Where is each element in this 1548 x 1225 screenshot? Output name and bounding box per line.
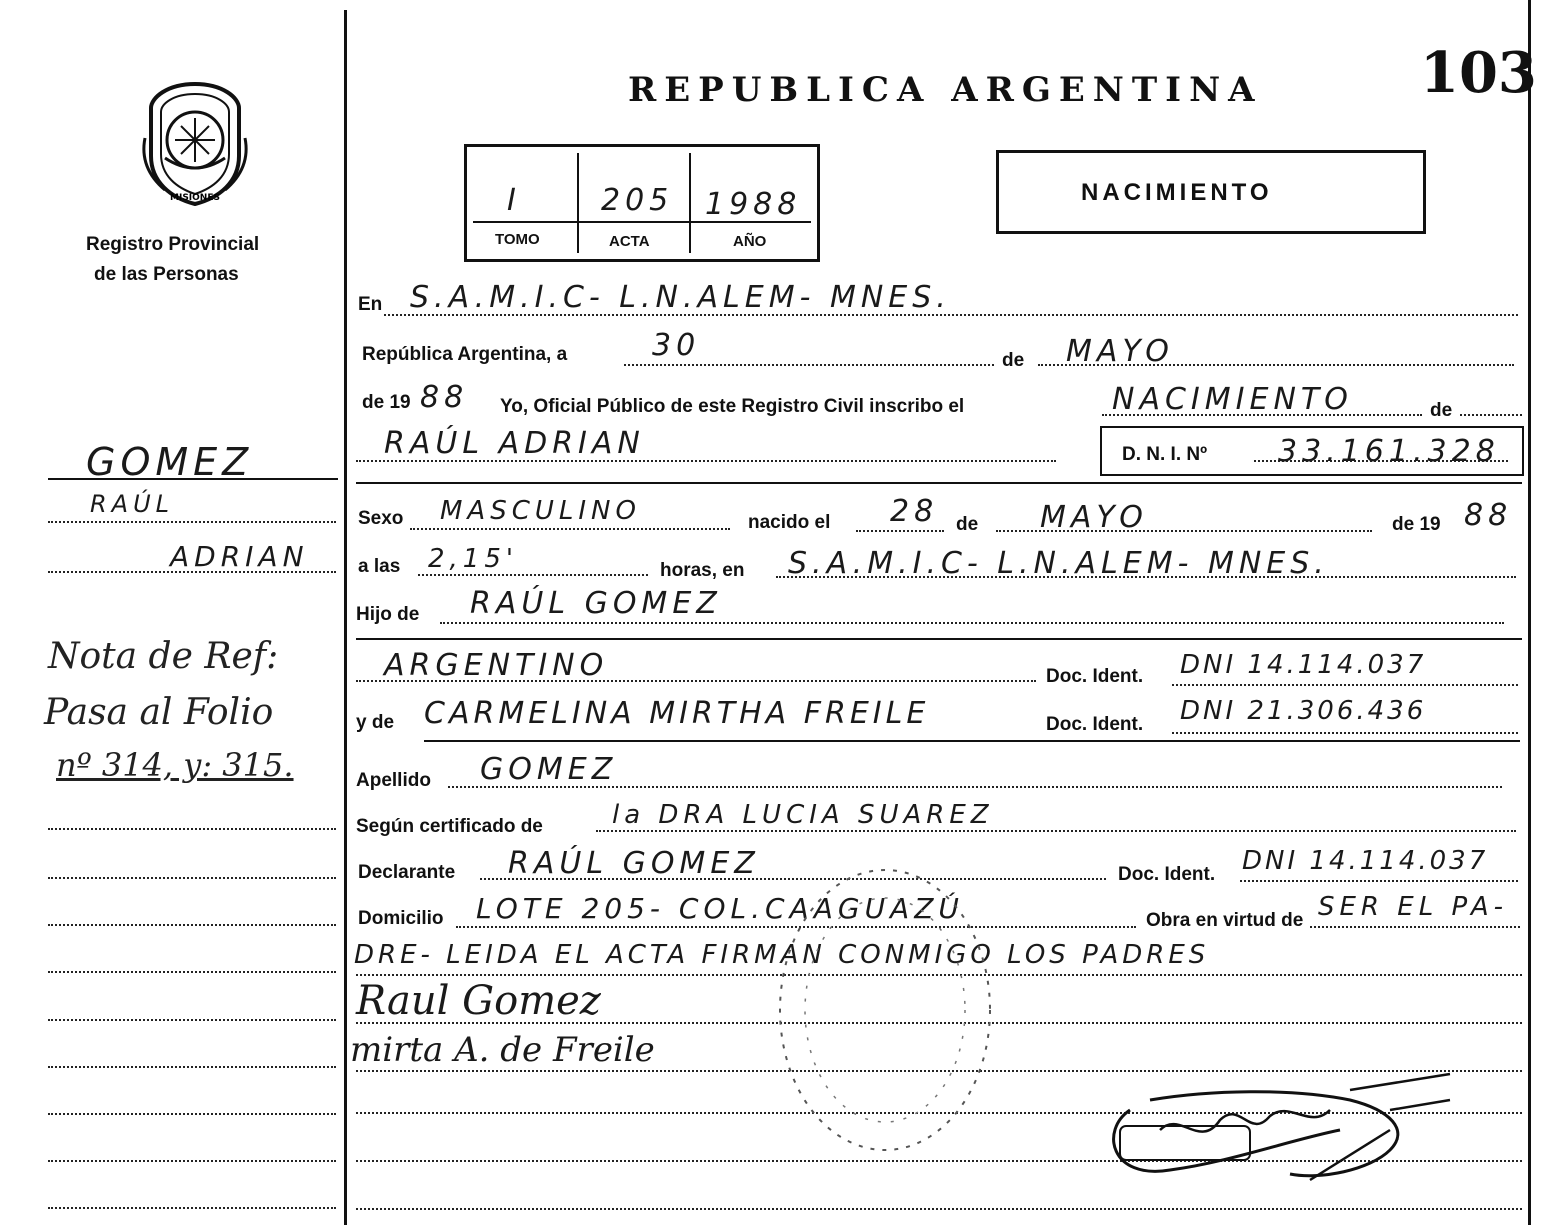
hijo-label: Hijo de — [356, 604, 420, 625]
right-border — [1528, 0, 1531, 1225]
country-title: REPUBLICA ARGENTINA — [628, 70, 1263, 110]
margin-surname: GOMEZ — [86, 440, 254, 484]
month-value: MAYO — [1066, 334, 1174, 369]
father-name: RAÚL GOMEZ — [470, 586, 722, 621]
yde-label: y de — [356, 712, 395, 733]
declarante-doc-label: Doc. Ident. — [1118, 864, 1216, 885]
nacido-label: nacido el — [748, 512, 831, 533]
left-column-divider — [344, 10, 347, 1225]
de-label2: de — [1430, 400, 1453, 421]
margin-name1: RAÚL — [90, 490, 175, 518]
svg-text:MISIONES: MISIONES — [170, 193, 220, 203]
acta-value: 205 — [601, 183, 674, 218]
tomo-label: TOMO — [495, 231, 540, 248]
mother-doc: DNI 21.306.436 — [1180, 696, 1427, 726]
acta-label: ACTA — [609, 233, 650, 250]
sexo-value: MASCULINO — [440, 496, 641, 526]
father-nationality: ARGENTINO — [384, 648, 609, 683]
tomo-value: I — [507, 183, 521, 218]
record-type: NACIMIENTO — [1081, 179, 1273, 206]
dni-label: D. N. I. Nº — [1122, 444, 1208, 465]
domicilio-label: Domicilio — [358, 908, 444, 929]
father-doc-label: Doc. Ident. — [1046, 666, 1144, 687]
mother-doc-label: Doc. Ident. — [1046, 714, 1144, 735]
en-label: En — [358, 294, 383, 315]
alas-label: a las — [358, 556, 401, 577]
place-value: S.A.M.I.C- L.N.ALEM- MNES. — [410, 280, 951, 315]
dni-value: 33.161.328 — [1278, 434, 1500, 469]
margin-note-line2: Pasa al Folio — [44, 692, 274, 733]
yo-text: Yo, Oficial Público de este Registro Civil inscribo el — [500, 396, 965, 417]
signature-father: Raul Gomez — [356, 978, 601, 1024]
continuation-text: DRE- LEIDA EL ACTA FIRMAN CONMIGO LOS PADRES — [354, 940, 1210, 970]
certificado-label: Según certificado de — [356, 816, 543, 837]
ano-label: AÑO — [733, 233, 767, 250]
act-value: NACIMIENTO — [1112, 382, 1353, 417]
official-signature — [1090, 1070, 1460, 1190]
margin-name2: ADRIAN — [170, 540, 309, 573]
child-name: RAÚL ADRIAN — [384, 426, 645, 461]
margin-note-line1: Nota de Ref: — [48, 636, 279, 677]
domicilio-value: LOTE 205- COL.CAAGUAZÚ — [476, 892, 964, 925]
certificado-value: la DRA LUCIA SUAREZ — [612, 800, 994, 830]
sexo-label: Sexo — [358, 508, 404, 529]
record-box — [464, 144, 820, 262]
birth-day: 28 — [890, 494, 939, 529]
birth-place: S.A.M.I.C- L.N.ALEM- MNES. — [788, 546, 1329, 581]
record-type-box — [996, 150, 1426, 234]
de-label: de — [1002, 350, 1025, 371]
republica-label: República Argentina, a — [362, 344, 568, 365]
apellido-value: GOMEZ — [480, 752, 618, 787]
year-suffix: 88 — [420, 380, 469, 415]
folio-number: 103 — [1420, 40, 1537, 106]
mother-name: CARMELINA MIRTHA FREILE — [424, 696, 930, 731]
ano-value: 1988 — [705, 187, 802, 222]
registry-name-line2: de las Personas — [94, 264, 239, 285]
de-label3: de — [956, 514, 979, 535]
horas-label: horas, en — [660, 560, 745, 581]
declarante-value: RAÚL GOMEZ — [508, 846, 760, 881]
signature-mother: mirta A. de Freile — [350, 1030, 655, 1070]
birth-year-prefix: de 19 — [1392, 514, 1441, 535]
registry-name-line1: Registro Provincial — [86, 234, 260, 255]
day-value: 30 — [652, 328, 701, 363]
birth-month: MAYO — [1040, 500, 1148, 535]
obra-value: SER EL PA- — [1318, 892, 1508, 922]
declarante-doc: DNI 14.114.037 — [1242, 846, 1489, 876]
dni-box — [1100, 426, 1524, 476]
birth-year-suffix: 88 — [1464, 498, 1513, 533]
declarante-label: Declarante — [358, 862, 456, 883]
father-doc: DNI 14.114.037 — [1180, 650, 1427, 680]
faint-stamp — [770, 860, 1000, 1160]
year-prefix: de 19 — [362, 392, 411, 413]
hour-value: 2,15' — [428, 544, 519, 574]
margin-note-line3: nº 314, y: 315. — [56, 746, 294, 784]
coat-of-arms-seal — [135, 78, 255, 208]
obra-label: Obra en virtud de — [1146, 910, 1304, 931]
apellido-label: Apellido — [356, 770, 431, 791]
